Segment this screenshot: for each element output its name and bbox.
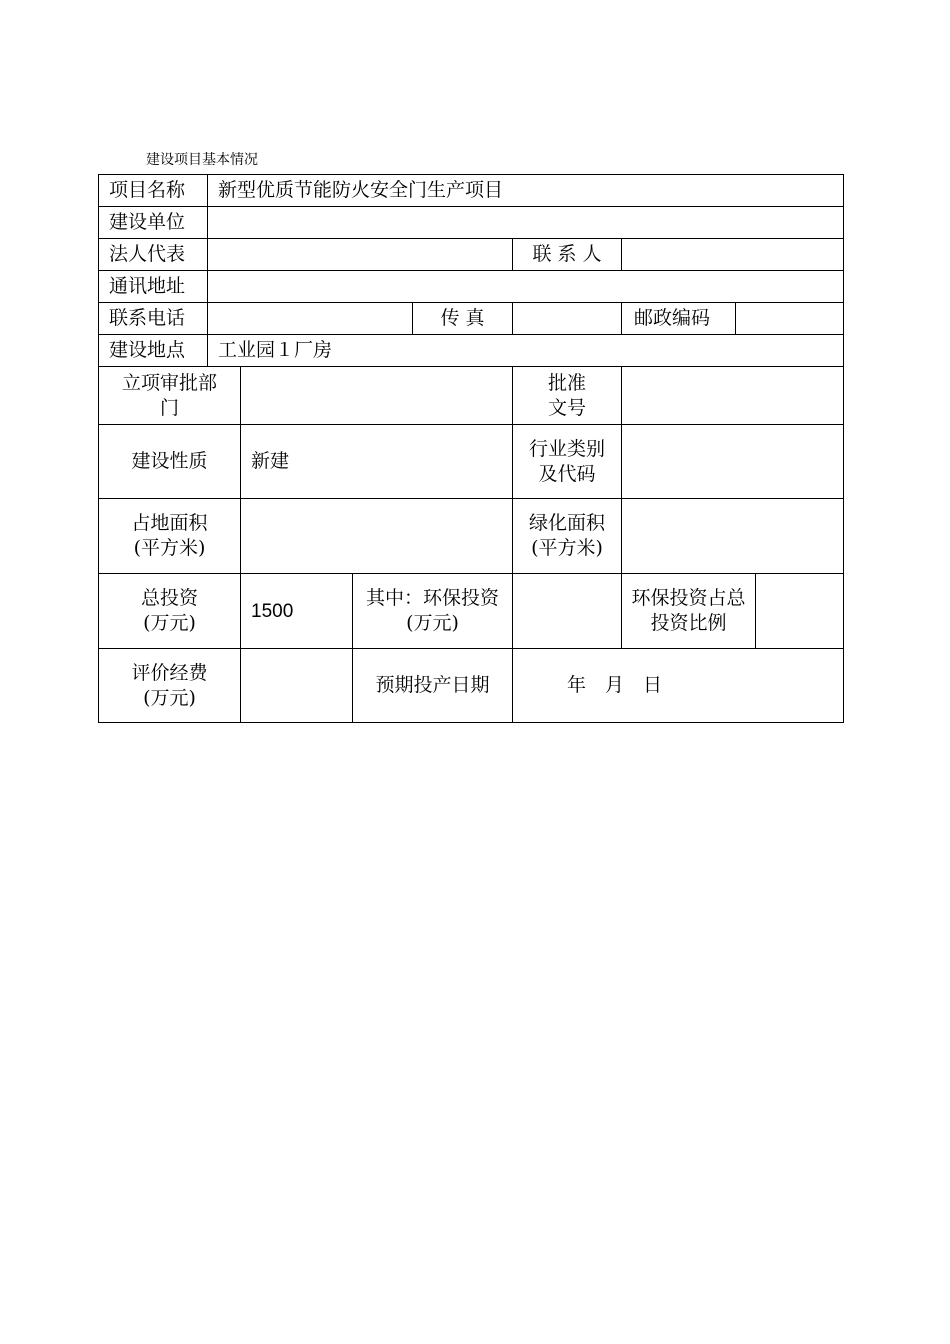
env-investment-value[interactable] xyxy=(512,573,622,649)
fax-value[interactable] xyxy=(512,302,622,335)
green-area-label: 绿化面积(平方米) xyxy=(512,498,622,574)
env-ratio-value[interactable] xyxy=(755,573,844,649)
approval-doc-label: 批准文号 xyxy=(512,366,622,425)
location-value[interactable]: 工业园１厂房 xyxy=(207,334,844,367)
legal-rep-label: 法人代表 xyxy=(98,238,208,271)
approval-dept-value[interactable] xyxy=(240,366,513,425)
address-label: 通讯地址 xyxy=(98,270,208,303)
eval-fee-label: 评价经费(万元) xyxy=(98,648,241,723)
green-area-value[interactable] xyxy=(621,498,844,574)
postcode-label: 邮政编码 xyxy=(621,302,736,335)
start-date-label: 预期投产日期 xyxy=(352,648,513,723)
phone-label: 联系电话 xyxy=(98,302,208,335)
nature-label: 建设性质 xyxy=(98,424,241,499)
eval-fee-value[interactable] xyxy=(240,648,353,723)
nature-value[interactable]: 新建 xyxy=(240,424,513,499)
address-value[interactable] xyxy=(207,270,844,303)
table-caption: 建设项目基本情况 xyxy=(146,152,258,168)
postcode-value[interactable] xyxy=(735,302,844,335)
investment-label: 总投资(万元) xyxy=(98,573,241,649)
legal-rep-value[interactable] xyxy=(207,238,513,271)
construction-unit-value[interactable] xyxy=(207,206,844,239)
env-investment-label: 其中：环保投资(万元) xyxy=(352,573,513,649)
contact-person-value[interactable] xyxy=(621,238,844,271)
phone-value[interactable] xyxy=(207,302,413,335)
approval-doc-value[interactable] xyxy=(621,366,844,425)
start-date-value[interactable]: 年 月 日 xyxy=(512,648,844,723)
project-name-label: 项目名称 xyxy=(98,174,208,207)
location-label: 建设地点 xyxy=(98,334,208,367)
investment-value[interactable]: 1500 xyxy=(240,573,353,649)
env-ratio-label: 环保投资占总投资比例 xyxy=(621,573,756,649)
industry-label: 行业类别及代码 xyxy=(512,424,622,499)
area-label: 占地面积(平方米) xyxy=(98,498,241,574)
project-name-value[interactable]: 新型优质节能防火安全门生产项目 xyxy=(207,174,844,207)
industry-value[interactable] xyxy=(621,424,844,499)
approval-dept-label: 立项审批部门 xyxy=(98,366,241,425)
construction-unit-label: 建设单位 xyxy=(98,206,208,239)
area-value[interactable] xyxy=(240,498,513,574)
contact-person-label: 联 系 人 xyxy=(512,238,622,271)
fax-label: 传 真 xyxy=(412,302,513,335)
